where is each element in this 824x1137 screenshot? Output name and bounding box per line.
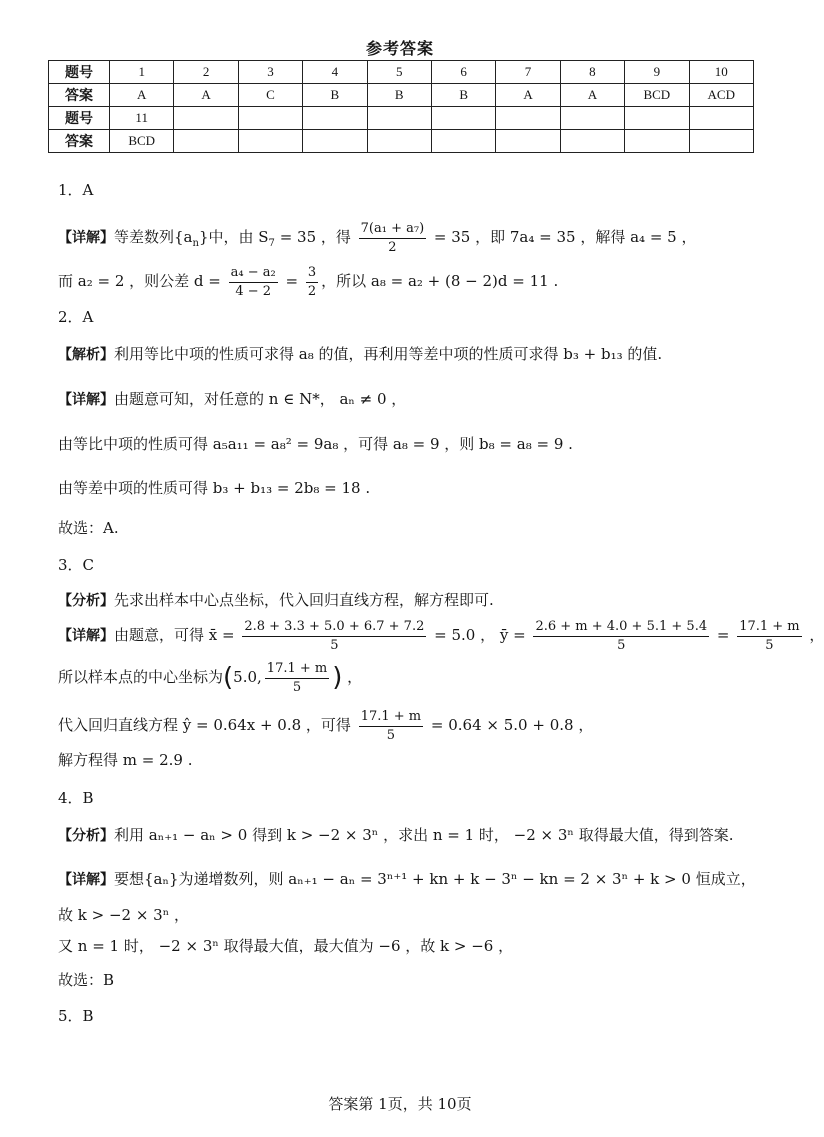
table-cell: A xyxy=(560,84,624,107)
q1-text: 而 a₂ = 2 ，则公差 d = xyxy=(58,272,226,291)
fraction xyxy=(737,618,801,654)
q3-text: 所以样本点的中心坐标为 xyxy=(58,668,224,687)
table-cell xyxy=(689,130,753,153)
table-cell xyxy=(560,107,624,130)
q4-line-3: 故 k > −2 × 3ⁿ ， xyxy=(58,906,189,924)
q1-text: 等差数列{a xyxy=(114,228,193,247)
table-cell: C xyxy=(238,84,302,107)
q3-tag: 【详解】 xyxy=(58,628,114,645)
denominator: 2 xyxy=(307,283,317,299)
fraction xyxy=(359,708,423,744)
q3-line-1 xyxy=(58,591,494,610)
q2-line-3: 由等比中项的性质可得 a₅a₁₁ = a₈² = 9a₈ ，可得 a₈ = 9 ，则 b₈ = a₈ = 9 . xyxy=(58,435,573,453)
table-row xyxy=(49,107,754,130)
table-cell: 2 xyxy=(174,61,238,84)
q1-text: = 35 ，得 xyxy=(274,228,356,247)
numerator: 3 xyxy=(306,264,318,283)
table-cell xyxy=(431,130,495,153)
q3-text: 由题意，可得 x̄ = xyxy=(114,626,240,645)
q3-line-4 xyxy=(58,708,593,744)
denominator: 5 xyxy=(386,727,396,743)
q2-heading: 2．A xyxy=(58,308,94,326)
answer-table xyxy=(48,60,754,153)
numerator: a₄ − a₂ xyxy=(229,264,278,283)
table-cell: 3 xyxy=(238,61,302,84)
table-cell xyxy=(625,130,689,153)
numerator: 17.1 + m xyxy=(265,660,329,679)
numerator: 7(a₁ + a₇) xyxy=(359,220,427,239)
q3-text: ， xyxy=(342,668,363,687)
q4-text: 利用 aₙ₊₁ − aₙ > 0 得到 k > −2 × 3ⁿ ，求出 n = 1 时， −2 × 3ⁿ 取得最大值，得到答案. xyxy=(114,826,734,844)
denominator: 5 xyxy=(617,637,626,653)
table-cell xyxy=(689,107,753,130)
q1-text: = xyxy=(280,272,303,291)
table-cell xyxy=(303,130,367,153)
q3-text: = xyxy=(712,626,735,645)
q1-line-2 xyxy=(58,264,558,300)
table-cell xyxy=(238,130,302,153)
q2-line-1 xyxy=(58,345,662,364)
table-cell xyxy=(174,130,238,153)
table-cell xyxy=(174,107,238,130)
table-cell: 10 xyxy=(689,61,753,84)
q3-text: 先求出样本中心点坐标，代入回归直线方程，解方程即可. xyxy=(114,591,494,609)
table-row xyxy=(49,130,754,153)
table-cell: B xyxy=(367,84,431,107)
fraction xyxy=(265,660,329,696)
page-title: 参考答案 xyxy=(365,39,434,58)
q3-tag: 【分析】 xyxy=(58,593,114,609)
table-cell: 11 xyxy=(110,107,174,130)
fraction xyxy=(242,618,426,654)
table-cell xyxy=(496,107,560,130)
table-cell xyxy=(431,107,495,130)
table-cell xyxy=(367,130,431,153)
table-cell: 7 xyxy=(496,61,560,84)
q4-line-2 xyxy=(58,870,756,889)
right-paren: ) xyxy=(332,662,343,693)
q4-line-4: 又 n = 1 时， −2 × 3ⁿ 取得最大值，最大值为 −6 ，故 k > −6 ， xyxy=(58,937,514,955)
table-cell xyxy=(303,107,367,130)
fraction xyxy=(359,220,427,256)
q3-line-3 xyxy=(58,660,362,696)
q1-text: }中，由 S xyxy=(198,228,269,247)
table-cell: BCD xyxy=(110,130,174,153)
table-row xyxy=(49,61,754,84)
q1-heading: 1．A xyxy=(58,181,94,199)
denominator: 4 − 2 xyxy=(235,283,272,299)
q4-line-5: 故选：B xyxy=(58,971,115,989)
q3-text: 代入回归直线方程 ŷ = 0.64x + 0.8 ，可得 xyxy=(58,716,356,735)
table-cell xyxy=(496,130,560,153)
q1-tag: 【详解】 xyxy=(58,230,114,247)
page-footer: 答案第 1页，共 10页 xyxy=(328,1095,472,1113)
denominator: 2 xyxy=(388,239,397,255)
q4-text: 要想{aₙ}为递增数列，则 aₙ₊₁ − aₙ = 3ⁿ⁺¹ + kn + k − 3ⁿ − kn = 2 × 3ⁿ + k > 0 恒成立， xyxy=(114,870,756,888)
q2-tag: 【详解】 xyxy=(58,392,114,408)
q2-line-5: 故选：A. xyxy=(58,519,119,537)
q1-line-1 xyxy=(58,220,696,256)
q3-line-5: 解方程得 m = 2.9 . xyxy=(58,751,193,769)
table-cell xyxy=(367,107,431,130)
q4-line-1 xyxy=(58,826,733,845)
denominator: 5 xyxy=(292,679,302,695)
q1-text: = 35 ，即 7a₄ = 35 ，解得 a₄ = 5 ， xyxy=(429,228,697,247)
q4-tag: 【详解】 xyxy=(58,872,114,888)
q4-heading: 4．B xyxy=(58,789,94,807)
table-cell: A xyxy=(496,84,560,107)
numerator: 17.1 + m xyxy=(737,618,801,637)
table-cell: B xyxy=(431,84,495,107)
q3-line-2 xyxy=(58,618,824,654)
numerator: 2.8 + 3.3 + 5.0 + 6.7 + 7.2 xyxy=(242,618,426,637)
table-cell: A xyxy=(174,84,238,107)
fraction xyxy=(306,264,318,300)
q2-line-4: 由等差中项的性质可得 b₃ + b₁₃ = 2b₈ = 18 . xyxy=(58,479,371,497)
row-header: 答案 xyxy=(49,130,110,153)
q2-tag: 【解析】 xyxy=(58,347,114,363)
left-paren: ( xyxy=(223,662,234,693)
numerator: 17.1 + m xyxy=(359,708,423,727)
table-cell: 1 xyxy=(110,61,174,84)
q3-text: 5.0, xyxy=(233,668,262,687)
q3-text: = 0.64 × 5.0 + 0.8 ， xyxy=(426,716,594,735)
table-cell: ACD xyxy=(689,84,753,107)
numerator: 2.6 + m + 4.0 + 5.1 + 5.4 xyxy=(533,618,709,637)
table-row xyxy=(49,84,754,107)
q3-text: ， xyxy=(804,626,824,645)
fraction xyxy=(533,618,709,654)
table-cell xyxy=(560,130,624,153)
table-cell: B xyxy=(303,84,367,107)
table-cell xyxy=(625,107,689,130)
q5-heading: 5．B xyxy=(58,1007,94,1025)
row-header: 题号 xyxy=(49,107,110,130)
table-cell: BCD xyxy=(625,84,689,107)
denominator: 5 xyxy=(765,637,774,653)
subscript: 7 xyxy=(268,238,275,250)
q4-tag: 【分析】 xyxy=(58,828,114,844)
table-cell: 4 xyxy=(303,61,367,84)
q2-text: 利用等比中项的性质可求得 a₈ 的值，再利用等差中项的性质可求得 b₃ + b₁₃ 的值. xyxy=(114,345,663,363)
table-cell: 9 xyxy=(625,61,689,84)
table-cell: 6 xyxy=(431,61,495,84)
fraction xyxy=(229,264,278,300)
subscript: n xyxy=(192,238,199,250)
table-cell: 8 xyxy=(560,61,624,84)
q2-line-2 xyxy=(58,390,406,409)
table-cell: 5 xyxy=(367,61,431,84)
table-cell: A xyxy=(110,84,174,107)
q1-text: ，所以 a₈ = a₂ + (8 − 2)d = 11 . xyxy=(321,272,559,291)
row-header: 答案 xyxy=(49,84,110,107)
q2-text: 由题意可知，对任意的 n ∈ N*， aₙ ≠ 0 ， xyxy=(114,390,407,408)
table-cell xyxy=(238,107,302,130)
denominator: 5 xyxy=(330,637,339,653)
q3-text: = 5.0 ， ȳ = xyxy=(429,626,531,645)
q3-heading: 3．C xyxy=(58,556,95,574)
row-header: 题号 xyxy=(49,61,110,84)
